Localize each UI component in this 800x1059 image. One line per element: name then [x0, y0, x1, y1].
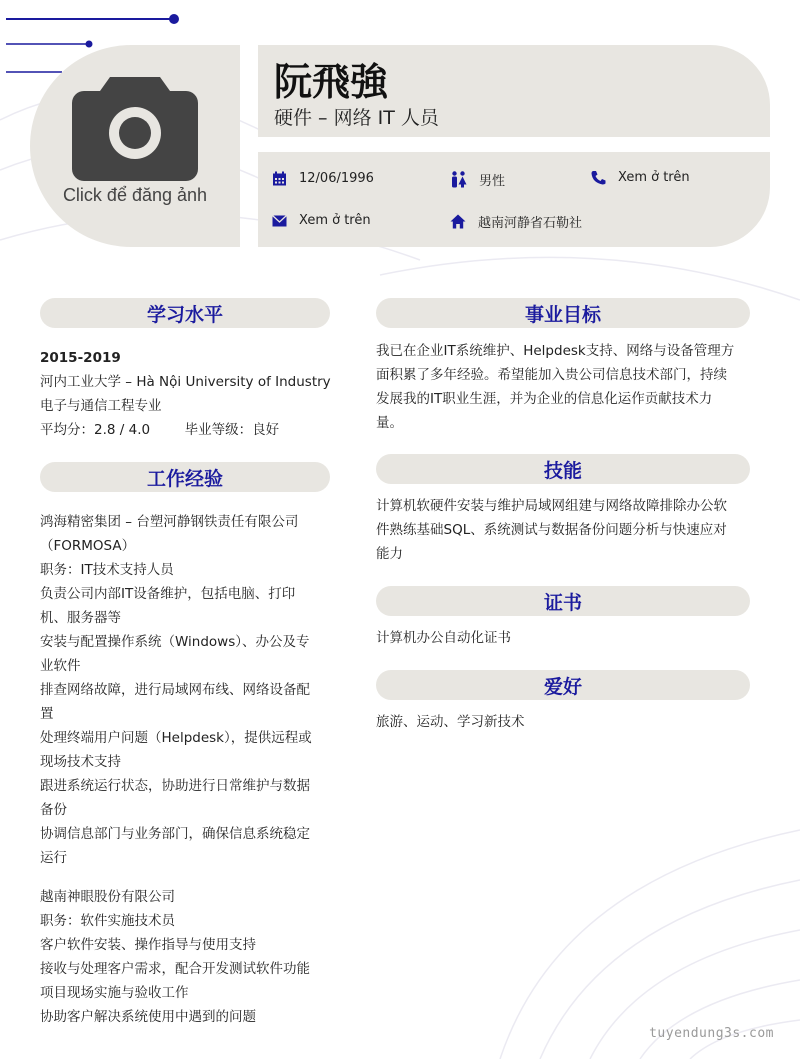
watermark: tuyendung3s.com — [649, 1026, 774, 1041]
photo-label: Click để đăng ảnh — [62, 185, 208, 205]
hobbies-header: 爱好 — [376, 670, 750, 700]
list-item: 能力 — [376, 546, 403, 562]
education-years: 2015-2019 — [40, 350, 121, 366]
list-item: 运行 — [40, 850, 67, 866]
photo-upload[interactable] — [30, 45, 240, 247]
objective-header: 事业目标 — [376, 298, 750, 328]
address-item — [450, 212, 582, 231]
experience-header: 工作经验 — [40, 462, 330, 492]
skills-block — [376, 494, 756, 566]
experience-job-2 — [40, 885, 340, 1029]
list-item: 职务：IT技术支持人员 — [40, 562, 174, 578]
list-item: 安装与配置操作系统（Windows）、办公及专 — [40, 634, 310, 650]
list-item: 客户软件安装、操作指导与使用支持 — [40, 937, 256, 953]
phone-value: Xem ở trên — [618, 170, 690, 185]
list-item: 越南神眼股份有限公司 — [40, 889, 175, 905]
list-item: 跟进系统运行状态，协助进行日常维护与数据 — [40, 778, 310, 794]
list-item: 机、服务器等 — [40, 610, 121, 626]
list-item: 处理终端用户问题（Helpdesk），提供远程或 — [40, 730, 312, 746]
education-block — [40, 346, 340, 442]
education-school: 河内工业大学 – Hà Nội University of Industry — [40, 374, 331, 390]
phone-icon — [591, 170, 606, 185]
list-item: 接收与处理客户需求，配合开发测试软件功能 — [40, 961, 310, 977]
list-item: 协调信息部门与业务部门，确保信息系统稳定 — [40, 826, 310, 842]
birthday-item — [272, 171, 374, 186]
list-item: 备份 — [40, 802, 67, 818]
contact-panel — [258, 152, 770, 247]
hobbies-item: 旅游、运动、学习新技术 — [376, 714, 525, 730]
gender-item — [450, 170, 505, 189]
list-item: 计算机软硬件安装与维护局域网组建与网络故障排除办公软 — [376, 498, 727, 514]
experience-job-1 — [40, 510, 340, 870]
list-item: 职务：软件实施技术员 — [40, 913, 175, 929]
job-title: 硬件 – 网络 IT 人员 — [274, 107, 439, 129]
birthday-value: 12/06/1996 — [299, 171, 374, 186]
home-icon — [450, 214, 466, 229]
gender-value: 男性 — [479, 174, 506, 189]
education-major: 电子与通信工程专业 — [40, 398, 162, 414]
hobbies-block — [376, 710, 756, 734]
list-item: 协助客户解决系统使用中遇到的问题 — [40, 1009, 256, 1025]
list-item: 发展我的IT职业生涯，并为企业的信息化运作贡献技术力 — [376, 391, 713, 407]
calendar-icon — [272, 171, 287, 186]
education-results — [40, 418, 340, 442]
skills-header: 技能 — [376, 454, 750, 484]
list-item: 项目现场实施与验收工作 — [40, 985, 189, 1001]
phone-item — [591, 170, 690, 185]
list-item: 排查网络故障，进行局域网布线、网络设备配 — [40, 682, 310, 698]
list-item: 量。 — [376, 415, 403, 431]
list-item: 负责公司内部IT设备维护，包括电脑、打印 — [40, 586, 296, 602]
name-panel — [258, 45, 770, 137]
education-header: 学习水平 — [40, 298, 330, 328]
education-gpa: 平均分：2.8 / 4.0 — [40, 422, 151, 438]
list-item: 业软件 — [40, 658, 81, 674]
candidate-name: 阮飛強 — [274, 60, 389, 104]
camera-icon — [72, 73, 198, 181]
list-item: 件熟练基础SQL、系统测试与数据备份问题分析与快速应对 — [376, 522, 727, 538]
gender-icon — [450, 171, 467, 188]
list-item: （FORMOSA） — [40, 538, 136, 554]
email-item — [272, 213, 371, 228]
education-grade: 毕业等级：良好 — [184, 422, 280, 438]
objective-block — [376, 339, 756, 435]
list-item: 我已在企业IT系统维护、Helpdesk支持、网络与设备管理方 — [376, 343, 735, 359]
certificates-block — [376, 626, 756, 650]
email-value: Xem ở trên — [299, 213, 371, 228]
certificate-item: 计算机办公自动化证书 — [376, 630, 511, 646]
envelope-icon — [272, 215, 287, 227]
list-item: 面积累了多年经验。希望能加入贵公司信息技术部门，持续 — [376, 367, 727, 383]
certificates-header: 证书 — [376, 586, 750, 616]
list-item: 置 — [40, 706, 54, 722]
address-value: 越南河静省石勒社 — [478, 216, 583, 231]
list-item: 现场技术支持 — [40, 754, 121, 770]
list-item: 鸿海精密集团 – 台塑河静钢铁责任有限公司 — [40, 514, 299, 530]
